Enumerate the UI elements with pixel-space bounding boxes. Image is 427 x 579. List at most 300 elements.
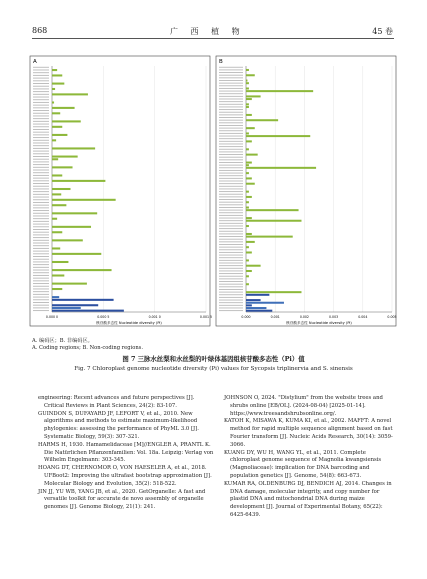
category-label-mark	[33, 270, 49, 271]
category-label-mark	[33, 294, 49, 295]
category-label-mark	[33, 86, 49, 87]
category-label-mark	[219, 228, 243, 229]
category-label-mark	[33, 94, 49, 95]
category-label-mark	[33, 264, 49, 265]
category-label-mark	[33, 126, 49, 127]
bar	[246, 294, 269, 296]
bar	[246, 177, 252, 179]
category-label-mark	[219, 173, 243, 174]
category-label-mark	[219, 141, 243, 142]
bar	[246, 302, 284, 304]
bar	[52, 239, 83, 241]
category-label-mark	[33, 245, 49, 246]
bar	[246, 69, 249, 71]
category-label-mark	[33, 232, 49, 233]
category-label-mark	[219, 300, 243, 301]
category-label-mark	[219, 292, 243, 293]
category-label-mark	[219, 305, 243, 306]
category-label-mark	[33, 288, 49, 289]
category-label-mark	[219, 170, 243, 171]
category-label-mark	[33, 107, 49, 108]
references-right-column	[224, 395, 396, 520]
bar	[52, 83, 64, 85]
category-label-mark	[33, 299, 49, 300]
category-label-mark	[33, 291, 49, 292]
bar	[52, 274, 64, 276]
category-label-mark	[33, 113, 49, 114]
bar	[246, 259, 249, 261]
category-label-mark	[33, 67, 49, 68]
reference-item: JOHNSON O, 2024. "Distylium" from the website trees and shrubs online [EB/OL]. (2024-08-04) [2025-01-14]. https://www.treesandshrubsonline.org/.	[224, 395, 383, 417]
bar	[52, 231, 62, 233]
category-label-mark	[33, 240, 49, 241]
bar	[246, 270, 252, 272]
bar	[246, 209, 299, 211]
bar	[52, 180, 105, 182]
reference-item: GUINDON S, DUFAYARD JF, LEFORT V, et al., 2010. New algorithms and methods to estimate maximum-likelihood phylogenies: assessing the performance of PhyML 3.0 [J]. Systematic Biology, 59(3): 307-321.	[38, 410, 199, 440]
bar	[246, 196, 252, 198]
category-label-mark	[219, 149, 243, 150]
category-label-mark	[219, 109, 243, 110]
x-tick-label: 0.002	[299, 315, 309, 319]
category-label-mark	[219, 175, 243, 176]
category-label-mark	[33, 202, 49, 203]
bar	[52, 296, 59, 298]
bar	[246, 291, 301, 293]
category-label-mark	[219, 77, 243, 78]
category-label-mark	[33, 183, 49, 184]
category-label-mark	[219, 133, 243, 134]
bar	[246, 132, 249, 134]
category-label-mark	[33, 253, 49, 254]
bar	[52, 93, 88, 95]
category-label-mark	[33, 191, 49, 192]
x-tick-label: 0.000 5	[97, 315, 110, 319]
category-label-mark	[219, 202, 243, 203]
bar	[246, 307, 266, 309]
x-axis-title: 核苷酸多态性 Nucleotide diversity (Pi)	[96, 321, 162, 325]
category-label-mark	[219, 255, 243, 256]
bar	[246, 162, 252, 164]
bar	[52, 156, 78, 158]
category-label-mark	[219, 96, 243, 97]
category-label-mark	[33, 286, 49, 287]
figure-note-en: A. Coding regions; B. Non-coding regions.	[32, 345, 143, 351]
category-label-mark	[219, 167, 243, 168]
x-axis-title: 核苷酸多态性 Nucleotide diversity (Pi)	[286, 321, 352, 325]
bar	[52, 101, 54, 103]
category-label-mark	[219, 231, 243, 232]
bar	[52, 218, 57, 220]
bar	[52, 199, 116, 201]
category-label-mark	[219, 210, 243, 211]
category-label-mark	[33, 151, 49, 152]
category-label-mark	[219, 80, 243, 81]
category-label-mark	[33, 172, 49, 173]
bar	[246, 154, 258, 156]
x-tick-label: 0.005	[387, 315, 397, 319]
bar	[246, 167, 316, 169]
bar	[52, 120, 81, 122]
bar	[246, 236, 293, 238]
category-label-mark	[219, 239, 243, 240]
category-label-mark	[33, 102, 49, 103]
bar	[246, 265, 261, 267]
category-label-mark	[219, 154, 243, 155]
category-label-mark	[33, 199, 49, 200]
category-label-mark	[33, 226, 49, 227]
bar	[52, 283, 87, 285]
category-label-mark	[33, 272, 49, 273]
category-label-mark	[219, 114, 243, 115]
x-tick-label: 0.001 5	[199, 315, 213, 319]
category-label-mark	[33, 148, 49, 149]
category-label-mark	[219, 270, 243, 271]
category-label-mark	[33, 275, 49, 276]
category-label-mark	[219, 104, 243, 105]
category-label-mark	[219, 138, 243, 139]
category-label-mark	[33, 267, 49, 268]
reference-item: HARMS H, 1930. Hamamelidaceae [M]//ENGLER A, PRANTL K. Die Natürlichen Pflanzenfamilien: Vol. 18a. Leipzig: Verlag von Wilhelm Engelmann: 303-345.	[38, 441, 214, 464]
category-label-mark	[219, 252, 243, 253]
category-label-mark	[219, 91, 243, 92]
category-label-mark	[219, 146, 243, 147]
reference-item: KUANG DY, WU H, WANG YL, et al., 2011. Complete chloroplast genome sequence of Magnolia kwangsiensis (Magnoliaceae): implication for DNA barcoding and population genetics [J]. Genome, 54(8): 663-673.	[224, 449, 382, 479]
category-label-mark	[33, 134, 49, 135]
reference-item: engineering: Recent advances and future perspectives [J]. Critical Reviews in Plant Sciences, 24(2): 83-107.	[38, 395, 195, 409]
bar	[246, 310, 272, 312]
category-label-mark	[33, 83, 49, 84]
category-label-mark	[219, 218, 243, 219]
category-label-mark	[219, 120, 243, 121]
x-tick-label: 0.000 0	[45, 315, 59, 319]
category-label-mark	[33, 140, 49, 141]
category-label-mark	[219, 308, 243, 309]
category-label-mark	[219, 128, 243, 129]
category-label-mark	[219, 159, 243, 160]
bar	[246, 183, 255, 185]
bar	[246, 233, 252, 235]
bar	[52, 126, 62, 128]
page-number: 868	[32, 26, 48, 35]
category-label-mark	[219, 181, 243, 182]
category-label-mark	[33, 259, 49, 260]
bar	[246, 135, 310, 137]
bar	[52, 158, 58, 160]
category-label-mark	[33, 78, 49, 79]
category-label-mark	[33, 256, 49, 257]
category-label-mark	[33, 132, 49, 133]
category-label-mark	[33, 278, 49, 279]
category-label-mark	[33, 129, 49, 130]
volume-label: 45 卷	[372, 27, 393, 36]
category-label-mark	[219, 236, 243, 237]
category-label-mark	[33, 188, 49, 189]
category-label-mark	[219, 265, 243, 266]
category-label-mark	[219, 212, 243, 213]
bar	[52, 139, 56, 141]
category-label-mark	[219, 178, 243, 179]
category-label-mark	[219, 88, 243, 89]
category-label-mark	[33, 153, 49, 154]
category-label-mark	[219, 125, 243, 126]
bar	[246, 299, 261, 301]
category-label-mark	[219, 233, 243, 234]
bar	[246, 127, 255, 129]
category-label-mark	[33, 210, 49, 211]
category-label-mark	[33, 221, 49, 222]
category-label-mark	[33, 215, 49, 216]
category-label-mark	[33, 180, 49, 181]
bar	[246, 164, 249, 166]
category-label-mark	[219, 278, 243, 279]
category-label-mark	[219, 122, 243, 123]
bar	[52, 261, 68, 263]
bar	[52, 253, 101, 255]
x-tick-label: 0.001	[270, 315, 280, 319]
bar	[246, 251, 252, 253]
category-label-mark	[33, 197, 49, 198]
category-label-mark	[219, 183, 243, 184]
category-label-mark	[219, 244, 243, 245]
category-label-mark	[33, 88, 49, 89]
bar	[52, 88, 55, 90]
bar	[52, 304, 98, 306]
bar	[52, 69, 57, 71]
category-label-mark	[219, 215, 243, 216]
category-label-mark	[33, 248, 49, 249]
bar	[52, 193, 61, 195]
bar	[52, 147, 95, 149]
bar	[52, 226, 91, 228]
category-label-mark	[33, 280, 49, 281]
category-label-mark	[33, 218, 49, 219]
category-label-mark	[219, 72, 243, 73]
category-label-mark	[219, 286, 243, 287]
category-label-mark	[33, 175, 49, 176]
bar	[246, 106, 249, 108]
bar	[52, 288, 62, 290]
panel-b-chart	[216, 56, 397, 326]
bar	[52, 204, 66, 206]
x-tick-label: 0.004	[358, 315, 368, 319]
category-label-mark	[33, 145, 49, 146]
category-label-mark	[33, 170, 49, 171]
category-label-mark	[33, 234, 49, 235]
category-label-mark	[33, 124, 49, 125]
category-label-mark	[33, 110, 49, 111]
category-label-mark	[219, 204, 243, 205]
bar	[246, 90, 313, 92]
bar	[246, 172, 249, 174]
category-label-mark	[33, 80, 49, 81]
panel-label: B	[219, 59, 223, 65]
category-label-mark	[219, 247, 243, 248]
category-label-mark	[219, 151, 243, 152]
bar	[52, 310, 124, 312]
bar	[246, 275, 249, 277]
bar	[52, 247, 60, 249]
bar	[246, 191, 249, 193]
category-label-mark	[33, 178, 49, 179]
bar	[52, 112, 60, 114]
category-label-mark	[33, 229, 49, 230]
category-label-mark	[33, 91, 49, 92]
bar	[52, 269, 112, 271]
bar	[246, 217, 252, 219]
category-label-mark	[33, 224, 49, 225]
references-left-column	[38, 395, 214, 512]
category-label-mark	[219, 207, 243, 208]
category-label-mark	[219, 199, 243, 200]
bar	[246, 74, 255, 76]
bar	[52, 166, 73, 168]
category-label-mark	[219, 75, 243, 76]
bar	[246, 103, 249, 105]
bar	[246, 98, 252, 100]
category-label-mark	[219, 284, 243, 285]
bar	[52, 307, 81, 309]
reference-item: JIN JJ, YU WB, YANG JB, et al., 2020. GetOrganelle: A fast and versatile toolkit for accurate de novo assembly of organelle genomes [J]. Genome Biology, 21(1): 241.	[38, 488, 206, 511]
category-label-mark	[33, 105, 49, 106]
category-label-mark	[33, 118, 49, 119]
bar	[246, 82, 249, 84]
bar	[246, 148, 249, 150]
bar	[52, 134, 67, 136]
category-label-mark	[219, 112, 243, 113]
category-label-mark	[33, 143, 49, 144]
bar	[52, 74, 62, 76]
category-label-mark	[33, 99, 49, 100]
category-label-mark	[219, 276, 243, 277]
category-label-mark	[33, 164, 49, 165]
caption-en: Fig. 7 Chloroplast genome nucleotide diversity (Pi) values for Sycopsis triplinervia and S. sinensis	[74, 366, 353, 372]
category-label-mark	[33, 243, 49, 244]
category-label-mark	[219, 93, 243, 94]
bar	[246, 95, 261, 97]
category-label-mark	[33, 186, 49, 187]
category-label-mark	[219, 223, 243, 224]
category-label-mark	[219, 241, 243, 242]
bar	[52, 212, 97, 214]
category-label-mark	[219, 85, 243, 86]
category-label-mark	[33, 305, 49, 306]
category-label-mark	[219, 162, 243, 163]
category-label-mark	[33, 297, 49, 298]
bar	[52, 299, 114, 301]
reference-item: HOANG DT, CHERNOMOR O, VON HAESELER A, et al., 2018. UFBoot2: Improving the ultrafast bootstrap approximation [J]. Molecular Biology and Evolution, 35(2): 518-522.	[38, 465, 212, 487]
category-label-mark	[219, 257, 243, 258]
category-label-mark	[219, 106, 243, 107]
category-label-mark	[219, 191, 243, 192]
category-label-mark	[219, 263, 243, 264]
category-label-mark	[33, 205, 49, 206]
category-label-mark	[219, 260, 243, 261]
bar	[246, 114, 252, 116]
category-label-mark	[33, 159, 49, 160]
bar	[246, 246, 249, 248]
category-label-mark	[219, 83, 243, 84]
bar	[52, 188, 70, 190]
bar	[246, 140, 252, 142]
bar	[246, 304, 252, 306]
category-label-mark	[33, 213, 49, 214]
category-label-mark	[33, 75, 49, 76]
category-label-mark	[219, 310, 243, 311]
category-label-mark	[219, 294, 243, 295]
category-label-mark	[219, 136, 243, 137]
bar	[246, 201, 249, 203]
category-label-mark	[219, 226, 243, 227]
category-label-mark	[219, 249, 243, 250]
x-tick-label: 0.001 0	[148, 315, 161, 319]
caption-cn: 图 7 三脉水丝梨和水丝梨的叶绿体基因组核苷酸多态性（Pi）值	[122, 355, 305, 363]
category-label-mark	[33, 307, 49, 308]
reference-item: KATOH K, MISAWA K, KUMA KI, et al., 2002. MAFFT: A novel method for rapid multiple sequence alignment based on fast Fourier transform [J]. Nucleic Acids Research, 30(14): 3059-3066.	[224, 418, 393, 448]
panel-frame	[30, 56, 213, 326]
category-label-mark	[33, 261, 49, 262]
category-label-mark	[33, 237, 49, 238]
bar	[246, 220, 301, 222]
bar	[246, 87, 249, 89]
category-label-mark	[33, 194, 49, 195]
reference-item: KUMAR RA, OLDENBURG DJ, BENDICH AJ, 2014. Changes in DNA damage, molecular integrity, and copy number for plastid DNA and mitochondrial DNA during maize development [J]. Journal of Experimental Botany, 65(22): 6425-6439.	[224, 480, 392, 518]
category-label-mark	[33, 302, 49, 303]
category-label-mark	[33, 137, 49, 138]
category-label-mark	[219, 188, 243, 189]
category-label-mark	[33, 72, 49, 73]
panel-a-chart	[30, 56, 212, 326]
category-label-mark	[33, 251, 49, 252]
category-label-mark	[219, 220, 243, 221]
category-label-mark	[219, 67, 243, 68]
category-label-mark	[33, 70, 49, 71]
category-label-mark	[219, 99, 243, 100]
bar	[246, 119, 278, 121]
x-tick-label: 0.003	[329, 315, 339, 319]
bar	[246, 80, 247, 82]
category-label-mark	[33, 283, 49, 284]
category-label-mark	[219, 144, 243, 145]
category-label-mark	[219, 273, 243, 274]
category-label-mark	[219, 194, 243, 195]
category-label-mark	[219, 165, 243, 166]
category-label-mark	[219, 117, 243, 118]
category-label-mark	[33, 207, 49, 208]
category-label-mark	[219, 302, 243, 303]
bar	[246, 283, 249, 285]
category-label-mark	[219, 130, 243, 131]
category-label-mark	[219, 196, 243, 197]
bar	[52, 107, 75, 109]
category-label-mark	[33, 167, 49, 168]
panel-label: A	[33, 59, 37, 65]
category-label-mark	[219, 101, 243, 102]
category-label-mark	[219, 69, 243, 70]
x-tick-label: 0.000	[241, 315, 251, 319]
journal-title: 广 西 植 物	[170, 27, 245, 36]
category-label-mark	[33, 161, 49, 162]
bar	[246, 241, 255, 243]
category-label-mark	[33, 156, 49, 157]
category-label-mark	[219, 186, 243, 187]
category-label-mark	[33, 115, 49, 116]
category-label-mark	[33, 97, 49, 98]
category-label-mark	[219, 289, 243, 290]
bar	[246, 207, 249, 209]
bar	[246, 225, 249, 227]
category-label-mark	[219, 297, 243, 298]
